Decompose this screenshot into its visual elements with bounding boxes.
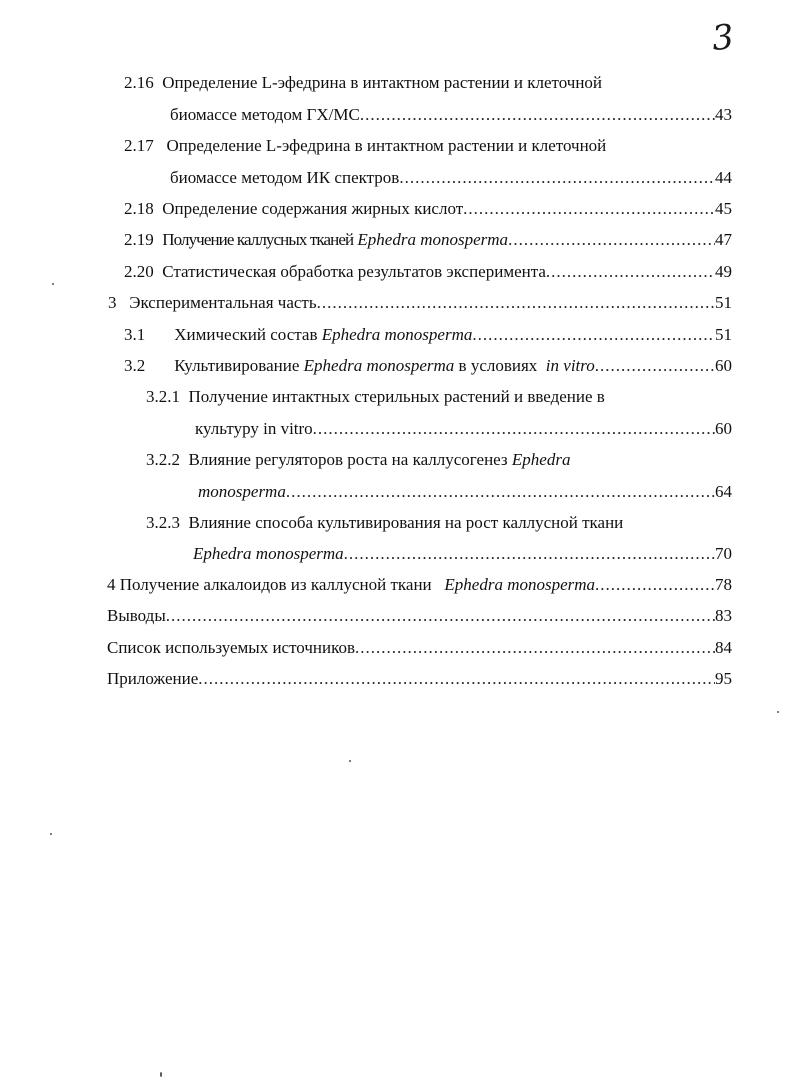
entry-title-line2: monosperma xyxy=(198,482,286,501)
entry-page: 49 xyxy=(715,262,732,281)
entry-title: Культивирование xyxy=(174,356,300,375)
entry-title: Химический состав xyxy=(174,325,318,344)
entry-number: 3.1 xyxy=(124,325,146,344)
entry-title: Приложение xyxy=(107,669,199,688)
entry-title-line1: Влияние регуляторов роста на каллусогенез xyxy=(188,450,508,469)
dot-leader xyxy=(317,292,715,314)
entry-title-line2: Ephedra monosperma xyxy=(193,544,344,563)
dot-leader xyxy=(595,355,715,377)
entry-title-italic: Ephedra monosperma xyxy=(357,230,509,249)
entry-title-italic: Ephedra monosperma xyxy=(303,356,455,375)
toc-entry-2-17-leader xyxy=(170,167,732,189)
entry-page: 60 xyxy=(715,356,732,375)
dot-leader xyxy=(360,104,715,126)
entry-page: 78 xyxy=(715,575,732,594)
entry-title-line2: биомассе методом ИК спектров xyxy=(170,168,400,187)
entry-page: 95 xyxy=(715,669,732,688)
dot-leader xyxy=(508,229,715,251)
entry-number: 2.16 xyxy=(124,73,154,92)
toc-entry-3-2-3 xyxy=(146,512,623,534)
entry-title: Получение алкалоидов из каллусной ткани xyxy=(119,575,432,594)
dot-leader xyxy=(546,261,715,283)
entry-number: 2.19 xyxy=(124,230,154,249)
entry-page: 43 xyxy=(715,105,732,124)
entry-page: 60 xyxy=(715,419,732,438)
entry-page: 83 xyxy=(715,606,732,625)
entry-title: Определение содержания жирных кислот xyxy=(162,199,464,218)
entry-page: 44 xyxy=(715,168,732,187)
entry-number: 3 xyxy=(108,293,117,312)
dot-leader xyxy=(595,574,715,596)
dot-leader xyxy=(344,543,715,565)
toc-entry-3-2-3-leader xyxy=(193,543,732,565)
toc-entry-2-17 xyxy=(124,135,606,157)
toc-entry-2-16-leader xyxy=(170,104,732,126)
toc-entry-2-18 xyxy=(124,198,732,220)
entry-page: 45 xyxy=(715,199,732,218)
toc-entry-2-20 xyxy=(124,261,732,283)
entry-title-line2: биомассе методом ГХ/МС xyxy=(170,105,360,124)
entry-number: 3.2.1 xyxy=(146,387,180,406)
scan-speck xyxy=(52,283,54,285)
toc-entry-references xyxy=(107,637,732,659)
entry-page: 47 xyxy=(715,230,732,249)
toc-entry-3-1 xyxy=(124,324,732,346)
entry-number: 2.17 xyxy=(124,136,154,155)
dot-leader xyxy=(166,605,715,627)
toc-entry-3-2 xyxy=(124,355,732,377)
entry-title-italic: Ephedra monosperma xyxy=(444,575,596,594)
entry-page: 51 xyxy=(715,325,732,344)
scan-speck xyxy=(160,1072,162,1077)
scan-speck xyxy=(349,760,351,762)
entry-title-after: в условиях xyxy=(458,356,538,375)
entry-number: 3.2.2 xyxy=(146,450,180,469)
entry-title: Список используемых источников xyxy=(107,638,356,657)
toc-entry-3-2-2-leader xyxy=(198,481,732,503)
entry-page: 70 xyxy=(715,544,732,563)
entry-title: Выводы xyxy=(107,606,166,625)
entry-number: 3.2.3 xyxy=(146,513,180,532)
entry-title-line2: культуру in vitro xyxy=(195,419,313,438)
entry-title-italic: Ephedra monosperma xyxy=(321,325,473,344)
entry-page: 64 xyxy=(715,482,732,501)
entry-number: 2.20 xyxy=(124,262,154,281)
toc-entry-2-16 xyxy=(124,72,602,94)
scan-speck xyxy=(50,833,52,835)
entry-title-line1: Определение L-эфедрина в интактном растении и клеточной xyxy=(162,73,603,92)
toc-entry-4 xyxy=(107,574,732,596)
entry-page: 84 xyxy=(715,638,732,657)
toc-entry-3 xyxy=(108,292,732,314)
entry-number: 4 xyxy=(107,575,116,594)
entry-title: Статистическая обработка результатов эксперимента xyxy=(162,262,546,281)
entry-title-line1: Получение интактных стерильных растений и введение в xyxy=(188,387,605,406)
toc-entry-3-2-1 xyxy=(146,386,605,408)
dot-leader xyxy=(472,324,715,346)
entry-title: Экспериментальная часть xyxy=(129,293,317,312)
entry-title: Получение каллусных тканей xyxy=(162,230,354,249)
scan-speck xyxy=(777,711,779,713)
toc-entry-appendix xyxy=(107,668,732,690)
toc-entry-2-19 xyxy=(124,229,732,251)
entry-title-italic-2: in vitro xyxy=(545,356,595,375)
toc-entry-3-2-2 xyxy=(146,449,570,471)
dot-leader xyxy=(463,198,715,220)
entry-number: 2.18 xyxy=(124,199,154,218)
dot-leader xyxy=(355,637,715,659)
dot-leader xyxy=(399,167,715,189)
toc-entry-conclusions xyxy=(107,605,732,627)
dot-leader xyxy=(198,668,715,690)
entry-number: 3.2 xyxy=(124,356,146,375)
page-number: 3 xyxy=(709,16,736,60)
toc-entry-3-2-1-leader xyxy=(195,418,732,440)
entry-title-line1: Определение L-эфедрина в интактном растении и клеточной xyxy=(166,136,607,155)
entry-title-line1: Влияние способа культивирования на рост каллусной ткани xyxy=(188,513,624,532)
dot-leader xyxy=(313,418,715,440)
entry-page: 51 xyxy=(715,293,732,312)
entry-title-italic: Ephedra xyxy=(511,450,571,469)
dot-leader xyxy=(286,481,715,503)
